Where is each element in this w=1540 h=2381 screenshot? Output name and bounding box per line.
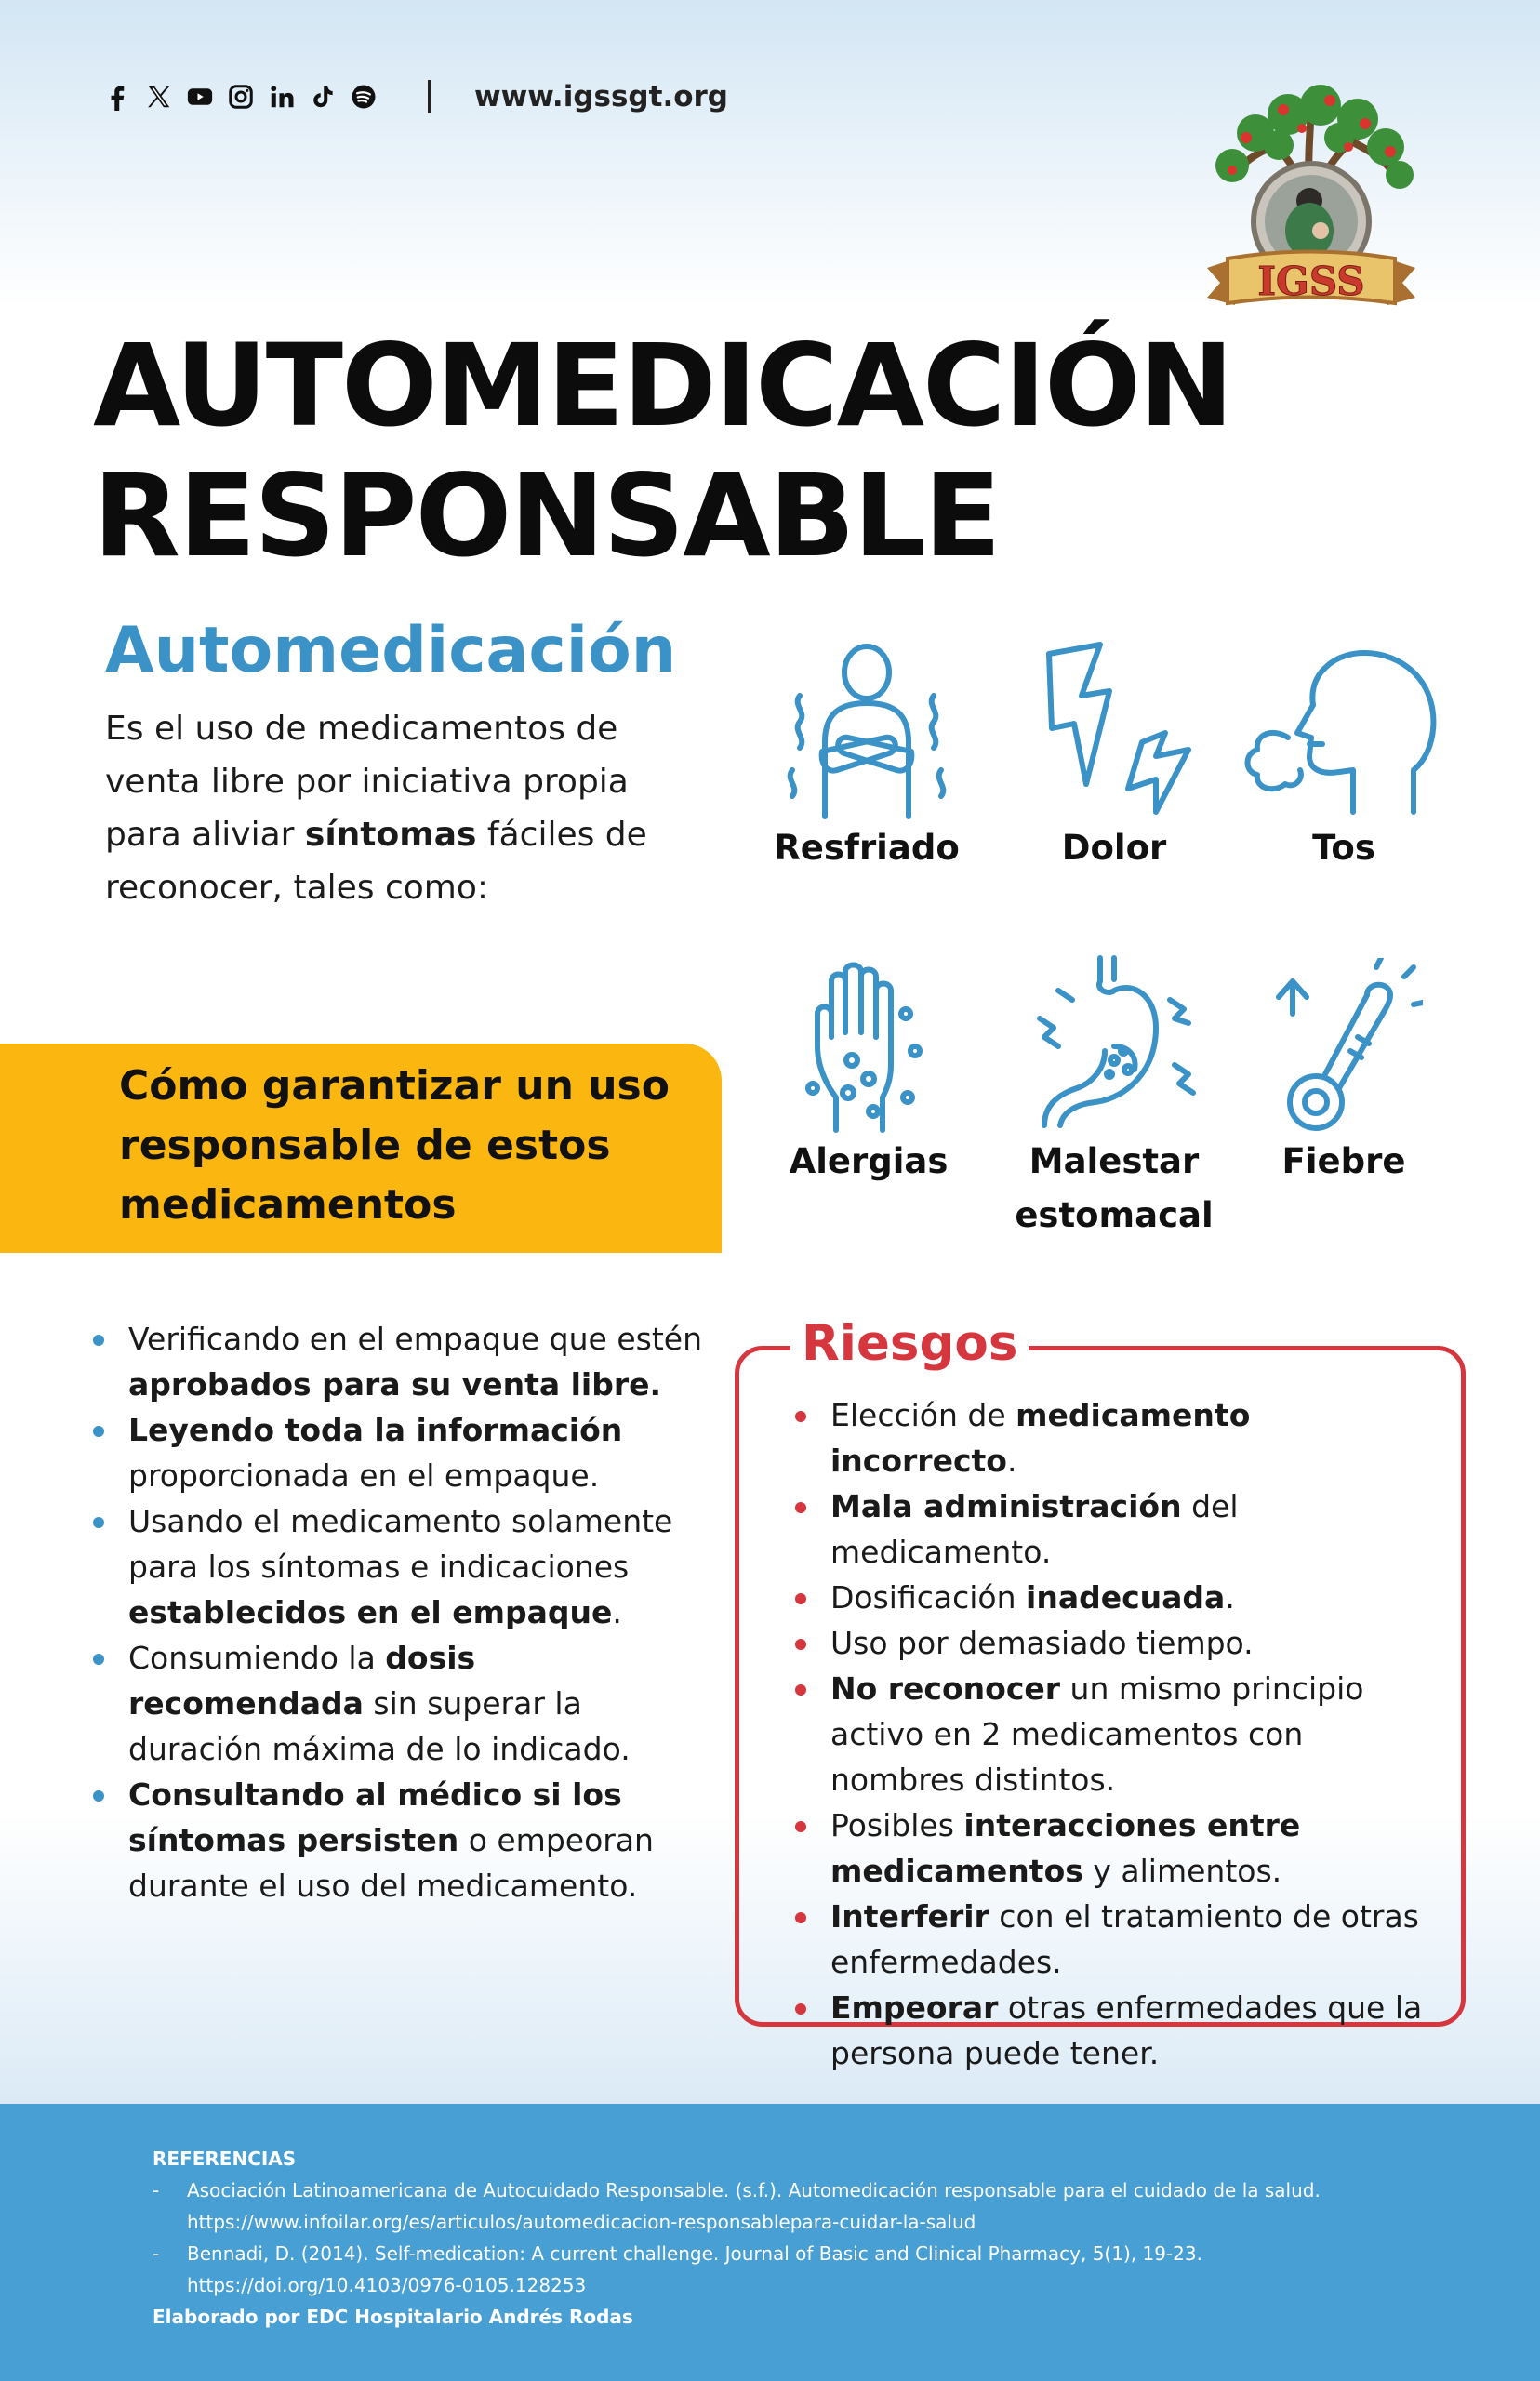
symptom-label: Tos bbox=[1312, 828, 1375, 868]
symptom-tos bbox=[1223, 640, 1465, 875]
item-text: . bbox=[1006, 1443, 1017, 1479]
cough-head-icon bbox=[1237, 640, 1451, 821]
symptom-label: Alergias bbox=[789, 1141, 949, 1181]
linkedin-icon[interactable] bbox=[268, 83, 296, 111]
symptom-alergias bbox=[748, 958, 989, 1189]
item-bold: inadecuada bbox=[1026, 1579, 1226, 1616]
item-bold: No reconocer bbox=[830, 1670, 1061, 1707]
logo-text: IGSS bbox=[1257, 259, 1365, 304]
list-item bbox=[93, 1635, 707, 1772]
item-bold: Leyendo toda la información bbox=[128, 1412, 623, 1448]
reference-item: - Bennadi, D. (2014). Self-medication: A current challenge. Journal of Basic and Clinical Pharmacy, 5(1), 19-23. https://doi.org/10.4103/0976-0105.128253 bbox=[153, 2238, 1473, 2301]
list-item bbox=[795, 1802, 1446, 1894]
tiktok-icon[interactable] bbox=[309, 83, 337, 111]
list-item bbox=[93, 1498, 707, 1635]
list-item bbox=[795, 1620, 1446, 1666]
title-line-2: RESPONSABLE bbox=[93, 450, 1000, 582]
item-text: Elección de bbox=[830, 1397, 1016, 1433]
list-item bbox=[795, 1575, 1446, 1620]
header-divider bbox=[428, 80, 431, 113]
references-heading: REFERENCIAS bbox=[153, 2148, 297, 2170]
credit-line: Elaborado por EDC Hospitalario Andrés Rodas bbox=[153, 2306, 633, 2328]
footer bbox=[0, 2104, 1540, 2381]
item-text: Uso por demasiado tiempo. bbox=[830, 1625, 1254, 1661]
item-bold: interacciones entre medicamentos bbox=[830, 1807, 1301, 1889]
item-text: proporcionada en el empaque. bbox=[128, 1457, 600, 1494]
list-item bbox=[795, 1666, 1446, 1802]
list-item bbox=[795, 1894, 1446, 1985]
list-item bbox=[795, 1985, 1446, 2076]
facebook-icon[interactable] bbox=[104, 83, 132, 111]
item-text: . bbox=[612, 1594, 622, 1630]
item-bold: Consultando al médico si los síntomas persisten bbox=[128, 1776, 622, 1858]
symptom-label: Resfriado bbox=[774, 828, 960, 868]
stomach-icon bbox=[1021, 953, 1207, 1135]
spotify-icon[interactable] bbox=[350, 83, 378, 111]
igss-logo bbox=[1190, 82, 1432, 328]
item-text: otras enfermedades que la persona puede tener. bbox=[830, 1989, 1423, 2071]
item-text: o empeoran durante el uso del medicamento. bbox=[128, 1822, 654, 1904]
item-bold: Mala administración bbox=[830, 1488, 1182, 1524]
allergy-hand-icon bbox=[803, 958, 934, 1135]
item-text: Verificando en el empaque que estén bbox=[128, 1321, 702, 1357]
list-item bbox=[93, 1772, 707, 1909]
symptom-resfriado bbox=[746, 640, 988, 875]
thermometer-icon bbox=[1265, 958, 1423, 1135]
list-item bbox=[93, 1316, 707, 1407]
item-text: con el tratamiento de otras enfermedades. bbox=[830, 1898, 1419, 1980]
youtube-icon[interactable] bbox=[186, 83, 214, 111]
item-bold: dosis recomendada bbox=[128, 1640, 476, 1722]
symptom-label: Dolor bbox=[1061, 828, 1167, 868]
item-bold: Interferir bbox=[830, 1898, 989, 1935]
item-text: y alimentos. bbox=[1082, 1853, 1282, 1889]
references bbox=[153, 2143, 1473, 2333]
instagram-icon[interactable] bbox=[227, 83, 255, 111]
item-text: Posibles bbox=[830, 1807, 964, 1843]
definition-text-b: fáciles de reconocer, tales como: bbox=[105, 816, 647, 907]
social-links bbox=[104, 78, 378, 115]
definition-text-bold: síntomas bbox=[304, 816, 477, 854]
reference-item: - Asociación Latinoamericana de Autocuidado Responsable. (s.f.). Automedicación responsable para el cuidado de la salud. https://www.infoilar.org/es/articulos/automedicacion-responsablepara-cuidar-la-salud bbox=[153, 2175, 1473, 2238]
symptom-malestar bbox=[993, 953, 1235, 1243]
item-bold: establecidos en el empaque bbox=[128, 1594, 613, 1630]
item-text: . bbox=[1225, 1579, 1235, 1616]
list-item bbox=[795, 1392, 1446, 1483]
item-bold: aprobados para su venta libre. bbox=[128, 1366, 662, 1403]
item-bold: Empeorar bbox=[830, 1989, 999, 2026]
page-title bbox=[93, 321, 1232, 581]
item-text: Dosificación bbox=[830, 1579, 1027, 1616]
definition-text-a: Es el uso de medicamentos de venta libre por iniciativa propia para aliviar bbox=[105, 710, 629, 854]
definition-text bbox=[105, 702, 700, 914]
guide-heading: Cómo garantizar un uso responsable de estos medicamentos bbox=[119, 1062, 670, 1229]
lightning-pain-icon bbox=[1016, 640, 1212, 821]
risks-list bbox=[795, 1392, 1446, 2076]
website-link[interactable]: www.igssgt.org bbox=[474, 80, 728, 113]
list-item bbox=[93, 1407, 707, 1498]
title-line-1: AUTOMEDICACIÓN bbox=[93, 320, 1232, 452]
item-text: un mismo principio activo en 2 medicamentos con nombres distintos. bbox=[830, 1670, 1364, 1798]
symptom-fiebre bbox=[1223, 958, 1465, 1189]
symptom-label: Fiebre bbox=[1281, 1141, 1406, 1181]
list-item bbox=[795, 1483, 1446, 1575]
definition-heading: Automedicación bbox=[105, 614, 677, 687]
cold-person-icon bbox=[783, 640, 950, 821]
symptom-dolor bbox=[993, 640, 1235, 875]
item-text: Usando el medicamento solamente para los síntomas e indicaciones bbox=[128, 1503, 673, 1585]
guide-list bbox=[93, 1316, 707, 1909]
item-text: Consumiendo la bbox=[128, 1640, 386, 1676]
item-bold: medicamento incorrecto bbox=[830, 1397, 1251, 1479]
item-text: sin superar la duración máxima de lo indicado. bbox=[128, 1685, 631, 1767]
risks-heading: Riesgos bbox=[790, 1311, 1029, 1377]
guide-banner bbox=[0, 1044, 722, 1253]
symptom-label: Malestar estomacal bbox=[1015, 1141, 1214, 1235]
item-text: del medicamento. bbox=[830, 1488, 1239, 1570]
x-icon[interactable] bbox=[145, 83, 173, 111]
